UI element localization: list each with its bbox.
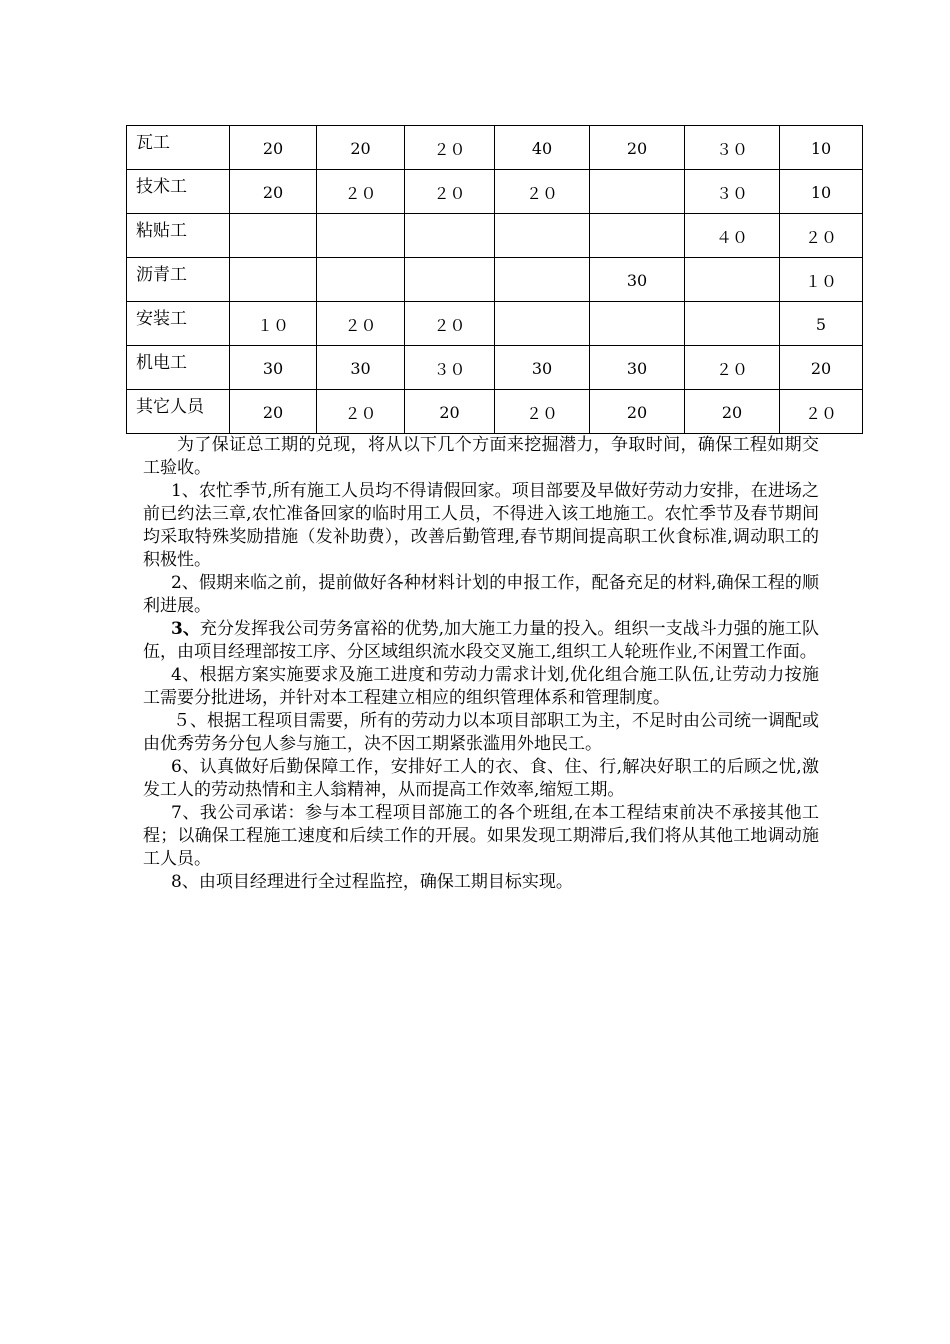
measure-paragraph-8 (143, 871, 819, 894)
worker-count-value: ２０ (344, 404, 377, 423)
worker-count-cell (405, 390, 495, 434)
table-row (127, 258, 863, 302)
table-row (127, 346, 863, 390)
worker-count-value: 20 (262, 183, 284, 202)
intro-paragraph: 为了保证总工期的兑现，将从以下几个方面来挖掘潜力，争取时间，确保工程如期交工验收。 (143, 435, 819, 478)
worker-count-cell (685, 258, 780, 302)
worker-count-value: ２０ (525, 404, 558, 423)
worker-count-cell (405, 346, 495, 390)
worker-count-cell (590, 258, 685, 302)
worker-count-cell (317, 170, 405, 214)
worker-count-value: 20 (262, 403, 284, 422)
worker-count-cell (685, 170, 780, 214)
trade-name-cell: 沥青工 (127, 258, 230, 302)
worker-count-value: ２０ (715, 360, 748, 379)
worker-count-value: ２０ (433, 316, 466, 335)
trade-name-cell: 瓦工 (127, 126, 230, 170)
worker-count-cell (317, 390, 405, 434)
worker-count-value: 30 (626, 359, 648, 378)
worker-count-value: １０ (804, 272, 837, 291)
worker-count-cell (780, 390, 863, 434)
trade-name-cell: 技术工 (127, 170, 230, 214)
worker-count-cell (317, 302, 405, 346)
worker-count-cell (230, 346, 317, 390)
worker-count-value: 20 (810, 359, 832, 378)
worker-count-cell (685, 390, 780, 434)
worker-count-cell (495, 126, 590, 170)
worker-count-cell (405, 170, 495, 214)
worker-count-cell (495, 302, 590, 346)
worker-count-cell (590, 214, 685, 258)
worker-count-cell (230, 302, 317, 346)
trade-name-cell: 粘贴工 (127, 214, 230, 258)
worker-count-value: 30 (262, 359, 284, 378)
worker-count-value: ２０ (433, 184, 466, 203)
worker-count-cell (590, 170, 685, 214)
worker-count-value: 40 (531, 139, 553, 158)
worker-count-cell (230, 214, 317, 258)
worker-count-value: ２０ (433, 140, 466, 159)
trade-name-cell: 机电工 (127, 346, 230, 390)
worker-count-cell (780, 302, 863, 346)
worker-count-cell (230, 170, 317, 214)
worker-count-cell (405, 258, 495, 302)
measure-number: 4、 (171, 665, 200, 685)
worker-count-cell (590, 302, 685, 346)
schedule-assurance-text (143, 434, 819, 894)
worker-count-value: 10 (810, 183, 832, 202)
worker-count-cell (495, 258, 590, 302)
worker-count-cell (317, 126, 405, 170)
measure-number: 8、 (171, 872, 199, 892)
worker-count-value: 20 (626, 139, 648, 158)
worker-count-cell (317, 214, 405, 258)
measure-text: 充分发挥我公司劳务富裕的优势,加大施工力量的投入。组织一支战斗力强的施工队伍，由项目经理部按工序、分区域组织流水段交叉施工,组织工人轮班作业,不闲置工作面。 (143, 619, 819, 662)
worker-count-cell (495, 170, 590, 214)
worker-count-value: 30 (350, 359, 371, 378)
worker-count-value: 20 (350, 139, 371, 158)
worker-count-value: 5 (815, 315, 827, 334)
worker-count-cell (495, 390, 590, 434)
worker-count-value: 20 (721, 403, 743, 422)
worker-count-cell (317, 346, 405, 390)
measure-number: 2、 (171, 573, 199, 593)
worker-count-cell (780, 346, 863, 390)
worker-count-value: 10 (810, 139, 832, 158)
worker-count-cell (780, 170, 863, 214)
measure-number: 6、 (171, 757, 200, 777)
worker-count-cell (685, 126, 780, 170)
measure-text: 认真做好后勤保障工作，安排好工人的衣、食、住、行,解决好职工的后顾之忧,激发工人的劳动热情和主人翁精神，从而提高工作效率,缩短工期。 (143, 757, 819, 800)
worker-count-cell (230, 126, 317, 170)
table-row (127, 214, 863, 258)
worker-count-value: ３０ (433, 360, 466, 379)
worker-count-cell (685, 346, 780, 390)
worker-count-cell (230, 390, 317, 434)
measure-number: 7、 (171, 803, 200, 823)
worker-count-cell (685, 302, 780, 346)
worker-count-cell (405, 126, 495, 170)
worker-count-value: １０ (256, 316, 289, 335)
worker-count-cell (495, 214, 590, 258)
trade-name-cell: 其它人员 (127, 390, 230, 434)
worker-count-value: ２０ (804, 404, 837, 423)
trade-name-cell: 安装工 (127, 302, 230, 346)
worker-count-cell (780, 214, 863, 258)
worker-count-value: 20 (626, 403, 648, 422)
measure-paragraph-1 (143, 480, 819, 572)
measure-paragraph-2 (143, 572, 819, 618)
measure-number: 3、 (171, 619, 200, 639)
measure-paragraph-3 (143, 618, 819, 664)
table-row (127, 390, 863, 434)
labor-allocation-table (126, 125, 863, 434)
worker-count-value: ２０ (344, 316, 377, 335)
measure-text: 根据方案实施要求及施工进度和劳动力需求计划,优化组合施工队伍,让劳动力按施工需要分批进场，并针对本工程建立相应的组织管理体系和管理制度。 (143, 665, 819, 708)
measure-text: 我公司承诺：参与本工程项目部施工的各个班组,在本工程结束前决不承接其他工程；以确保工程施工速度和后续工作的开展。如果发现工期滞后,我们将从其他工地调动施工人员。 (143, 803, 819, 869)
measure-text: 农忙季节,所有施工人员均不得请假回家。项目部要及早做好劳动力安排，在进场之前已约法三章,农忙准备回家的临时用工人员，不得进入该工地施工。农忙季节及春节期间均采取特殊奖励措施（发补助费），改善后勤管理,春节期间提高职工伙食标准,调动职工的积极性。 (143, 481, 819, 570)
measure-paragraph-6 (143, 756, 819, 802)
worker-count-cell (230, 258, 317, 302)
worker-count-cell (495, 346, 590, 390)
measure-paragraph-4 (143, 664, 819, 710)
worker-count-cell (780, 258, 863, 302)
measure-text: 假期来临之前，提前做好各种材料计划的申报工作，配备充足的材料,确保工程的顺利进展。 (143, 573, 819, 616)
table-row (127, 126, 863, 170)
worker-count-value: 30 (626, 271, 648, 290)
worker-count-cell (685, 214, 780, 258)
table-row (127, 302, 863, 346)
worker-count-value: ３０ (715, 184, 748, 203)
measure-paragraph-7 (143, 802, 819, 871)
worker-count-cell (590, 346, 685, 390)
worker-count-value: ４０ (715, 228, 748, 247)
worker-count-cell (590, 126, 685, 170)
worker-count-value: ３０ (715, 140, 748, 159)
worker-count-value: ２０ (525, 184, 558, 203)
worker-count-value: 30 (531, 359, 553, 378)
table-row (127, 170, 863, 214)
measure-number: ５、 (173, 711, 207, 731)
worker-count-value: 20 (439, 403, 460, 422)
labor-table-body (127, 126, 863, 434)
worker-count-cell (405, 214, 495, 258)
measure-text: 由项目经理进行全过程监控，确保工期目标实现。 (198, 872, 573, 892)
worker-count-cell (317, 258, 405, 302)
worker-count-value: 20 (262, 139, 284, 158)
measure-paragraph-5 (143, 710, 819, 756)
worker-count-value: ２０ (804, 228, 837, 247)
measure-text: 根据工程项目需要，所有的劳动力以本项目部职工为主，不足时由公司统一调配或由优秀劳务分包人参与施工，决不因工期紧张滥用外地民工。 (143, 711, 819, 754)
measure-number: 1、 (171, 481, 199, 501)
worker-count-value: ２０ (344, 184, 377, 203)
worker-count-cell (405, 302, 495, 346)
worker-count-cell (590, 390, 685, 434)
worker-count-cell (780, 126, 863, 170)
